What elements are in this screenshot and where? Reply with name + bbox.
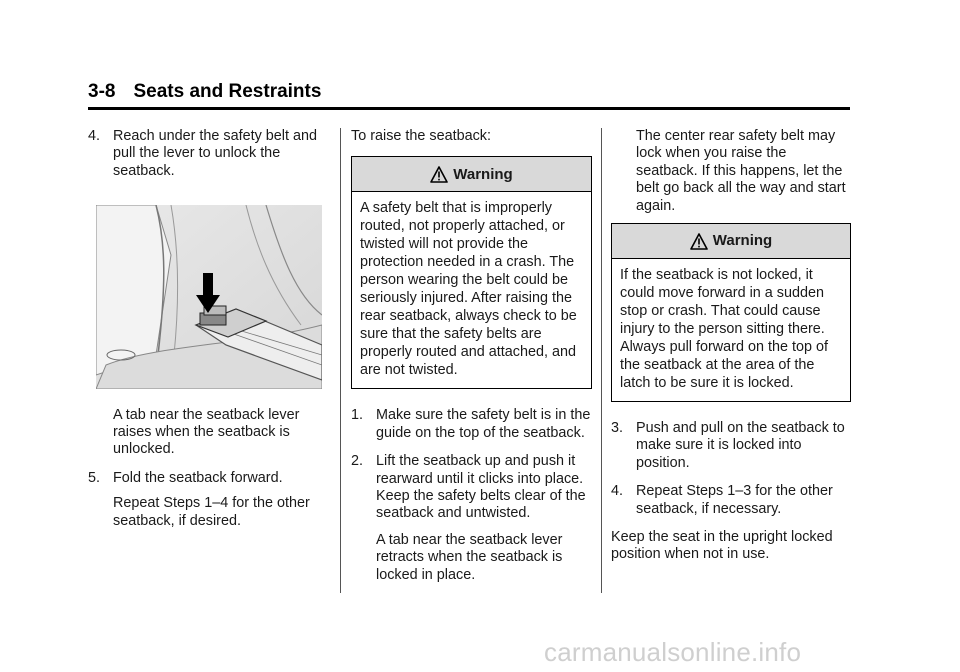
section-heading [88, 80, 850, 104]
list-item [351, 407, 592, 442]
header-rule [88, 107, 850, 110]
step-number: 4. [88, 128, 101, 144]
figure-caption: A tab near the seatback lever raises when the seatback is unlocked. [113, 406, 300, 458]
warning-title: Warning [712, 232, 773, 250]
warning-triangle-icon [690, 233, 708, 250]
seatback-lever-illustration [96, 205, 322, 389]
step-number: 2. [351, 453, 364, 470]
step-text: Reach under the safety belt and pull the lever to unlock the seatback. [113, 128, 318, 179]
step-number: 1. [351, 407, 364, 424]
column-2 [351, 128, 592, 595]
step-note: A tab near the seatback lever retracts when the seatback is locked in place. [376, 531, 563, 583]
column-divider [601, 128, 602, 593]
list-item [611, 483, 851, 518]
list-item [351, 453, 592, 523]
step-text: Lift the seatback up and push it rearward until it clicks into place. Keep the safety belts clear of the seatback and untwisted. [376, 453, 586, 522]
warning-triangle-icon [430, 166, 448, 183]
intro-text: To raise the seatback: [351, 128, 491, 144]
step-number: 4. [611, 483, 624, 500]
warning-header [352, 157, 591, 192]
column-1 [88, 128, 326, 541]
warning-text: If the seatback is not locked, it could move forward in a sudden stop or crash. That could cause injury to the person sitting there. Always pull forward on the top of the seatback at the area of the latch to be sure it is locked. [620, 267, 828, 392]
step-text: Push and pull on the seatback to make sure it is locked into position. [636, 420, 845, 471]
warning-box [611, 223, 851, 402]
section-title: Seats and Restraints [133, 81, 322, 102]
column-3 [611, 128, 851, 575]
step-number: 5. [88, 469, 101, 486]
column-divider [340, 128, 341, 593]
step-text: Repeat Steps 1–3 for the other seatback, if necessary. [636, 483, 833, 517]
step-number: 3. [611, 420, 624, 437]
list-item [611, 420, 851, 472]
belt-note: The center rear safety belt may lock when you raise the seatback. If this happens, let the belt go back all the way and start again. [636, 128, 846, 214]
list-item [88, 128, 326, 180]
warning-title: Warning [453, 165, 513, 183]
step-text: Make sure the safety belt is in the guide on the top of the seatback. [376, 407, 591, 441]
warning-text: A safety belt that is improperly routed, not properly attached, or twisted will not provide the protection needed in a crash. The person wearing the belt could be seriously injured. After raising the rear seatback, always check to be sure that the safety belts are properly routed and attached, and are not twisted. [360, 200, 577, 379]
warning-box [351, 156, 592, 389]
page-header [88, 80, 850, 110]
closing-text: Keep the seat in the upright locked position when not in use. [611, 529, 833, 563]
step-text: Fold the seatback forward. [113, 469, 283, 486]
warning-header [612, 224, 850, 259]
page-number: 3-8 [88, 81, 116, 102]
list-item [88, 470, 326, 487]
watermark: carmanualsonline.info [544, 637, 802, 667]
step-note: Repeat Steps 1–4 for the other seatback, if desired. [113, 495, 310, 529]
